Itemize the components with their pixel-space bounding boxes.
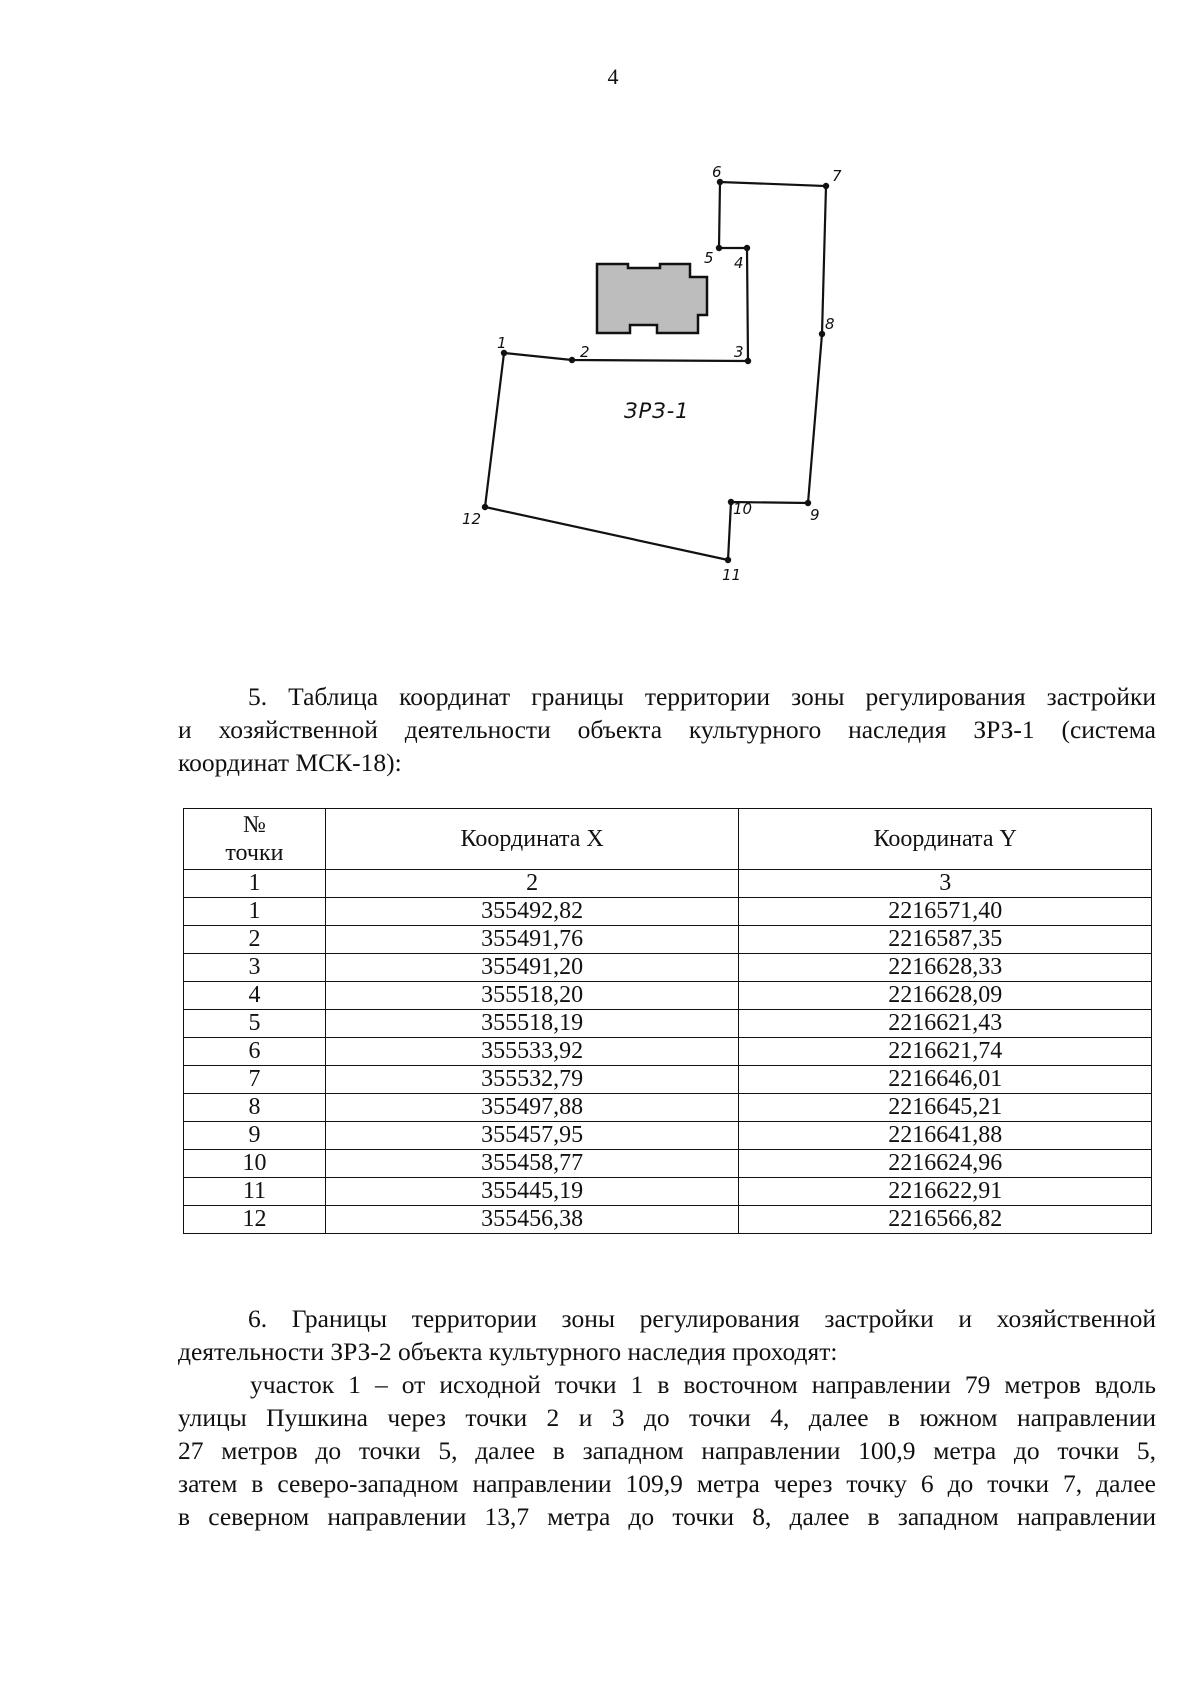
heritage-building-shape: [597, 264, 707, 333]
cell-point: 6: [184, 1038, 326, 1066]
point-marker: [725, 557, 731, 563]
cell-point: 12: [184, 1206, 326, 1234]
point-label: 5: [704, 249, 714, 267]
cell-point: 10: [184, 1150, 326, 1178]
cell-point: 3: [184, 954, 326, 982]
cell-y: 2216628,33: [739, 954, 1152, 982]
text-line: 27 метров до точки 5, далее в западном направлении 100,9 метра до точки 5,: [178, 1436, 1156, 1465]
cell-x: 355457,95: [325, 1122, 739, 1150]
cell-y: 2216641,88: [739, 1122, 1152, 1150]
table-row: [184, 1094, 1152, 1122]
cell-point: 11: [184, 1178, 326, 1206]
point-label: 6: [712, 163, 722, 181]
cell-y: 2216621,43: [739, 1010, 1152, 1038]
point-marker: [744, 245, 750, 251]
table-row: [184, 926, 1152, 954]
section-5-text: [178, 680, 1156, 779]
header-coordinate-x: Координата X: [325, 809, 739, 870]
cell-x: 355445,19: [325, 1178, 739, 1206]
table-row: [184, 1150, 1152, 1178]
section-6-text: [178, 1302, 1156, 1533]
table-row: [184, 1122, 1152, 1150]
point-label: 2: [580, 343, 590, 361]
cell-x: 355518,19: [325, 1010, 739, 1038]
table-row: [184, 1206, 1152, 1234]
zone-label: ЗРЗ-1: [624, 399, 690, 423]
coordinates-table: [183, 808, 1152, 1234]
cell-y: 2216571,40: [739, 898, 1152, 926]
cell-x: 355492,82: [325, 898, 739, 926]
table-row: [184, 1178, 1152, 1206]
cell-x: 355533,92: [325, 1038, 739, 1066]
cell-point: 1: [184, 898, 326, 926]
cell-point: 9: [184, 1122, 326, 1150]
cell-x: 355458,77: [325, 1150, 739, 1178]
table-row: [184, 954, 1152, 982]
point-label: 7: [832, 167, 842, 185]
cell-y: 2216587,35: [739, 926, 1152, 954]
point-marker: [569, 357, 575, 363]
cell-point: 2: [184, 926, 326, 954]
cell-x: 355518,20: [325, 982, 739, 1010]
cell-y: 2216566,82: [739, 1206, 1152, 1234]
cell-x: 355497,88: [325, 1094, 739, 1122]
table-row: [184, 1010, 1152, 1038]
table-row: [184, 1066, 1152, 1094]
point-label: 1: [497, 334, 507, 352]
point-labels: [462, 163, 842, 584]
table-body: [184, 898, 1152, 1234]
text-line: улицы Пушкина через точки 2 и 3 до точки 4, далее в южном направлении: [178, 1403, 1156, 1432]
cell-x: 355456,38: [325, 1206, 739, 1234]
text-line: 5. Таблица координат границы территории зоны регулирования застройки: [248, 682, 1156, 711]
cell-x: 355491,76: [325, 926, 739, 954]
point-label: 12: [462, 510, 482, 528]
cell-point: 8: [184, 1094, 326, 1122]
cell-y: 2216621,74: [739, 1038, 1152, 1066]
cell-x: 355532,79: [325, 1066, 739, 1094]
cell-x: 355491,20: [325, 954, 739, 982]
cell-point: 4: [184, 982, 326, 1010]
table-row: [184, 898, 1152, 926]
table-header-row: [184, 809, 1152, 870]
point-marker: [823, 183, 829, 189]
point-marker: [482, 504, 488, 510]
cell-point: 7: [184, 1066, 326, 1094]
header-point-number: № точки: [184, 809, 326, 870]
column-number: 1: [184, 870, 326, 898]
point-label: 11: [722, 566, 742, 584]
table-row: [184, 1038, 1152, 1066]
table-row: [184, 982, 1152, 1010]
cell-y: 2216628,09: [739, 982, 1152, 1010]
text-line: деятельности ЗРЗ-2 объекта культурного наследия проходят:: [178, 1337, 838, 1366]
text-line: и хозяйственной деятельности объекта культурного наследия ЗРЗ-1 (система: [178, 715, 1156, 744]
column-number: 2: [325, 870, 739, 898]
point-label: 3: [734, 343, 744, 361]
cell-y: 2216645,21: [739, 1094, 1152, 1122]
cell-y: 2216622,91: [739, 1178, 1152, 1206]
header-coordinate-y: Координата Y: [739, 809, 1152, 870]
text-line: в северном направлении 13,7 метра до точки 8, далее в западном направлении: [178, 1502, 1156, 1531]
zone-boundary-scheme: [0, 0, 1200, 620]
column-number: 3: [739, 870, 1152, 898]
point-label: 9: [810, 506, 820, 524]
boundary-points: [482, 179, 829, 563]
cell-y: 2216646,01: [739, 1066, 1152, 1094]
point-marker: [745, 358, 751, 364]
text-line: координат МСК-18):: [178, 748, 402, 777]
text-line: участок 1 – от исходной точки 1 в восточном направлении 79 метров вдоль: [250, 1370, 1156, 1399]
zone-boundary-line: [485, 182, 826, 560]
point-label: 10: [733, 500, 753, 518]
cell-y: 2216624,96: [739, 1150, 1152, 1178]
text-line: 6. Границы территории зоны регулирования застройки и хозяйственной: [248, 1304, 1156, 1333]
point-marker: [716, 245, 722, 251]
page-number: 4: [607, 64, 619, 89]
column-number-row: [184, 870, 1152, 898]
text-line: затем в северо-западном направлении 109,9 метра через точку 6 до точки 7, далее: [178, 1469, 1156, 1498]
point-label: 8: [825, 315, 835, 333]
point-label: 4: [734, 254, 744, 272]
cell-point: 5: [184, 1010, 326, 1038]
